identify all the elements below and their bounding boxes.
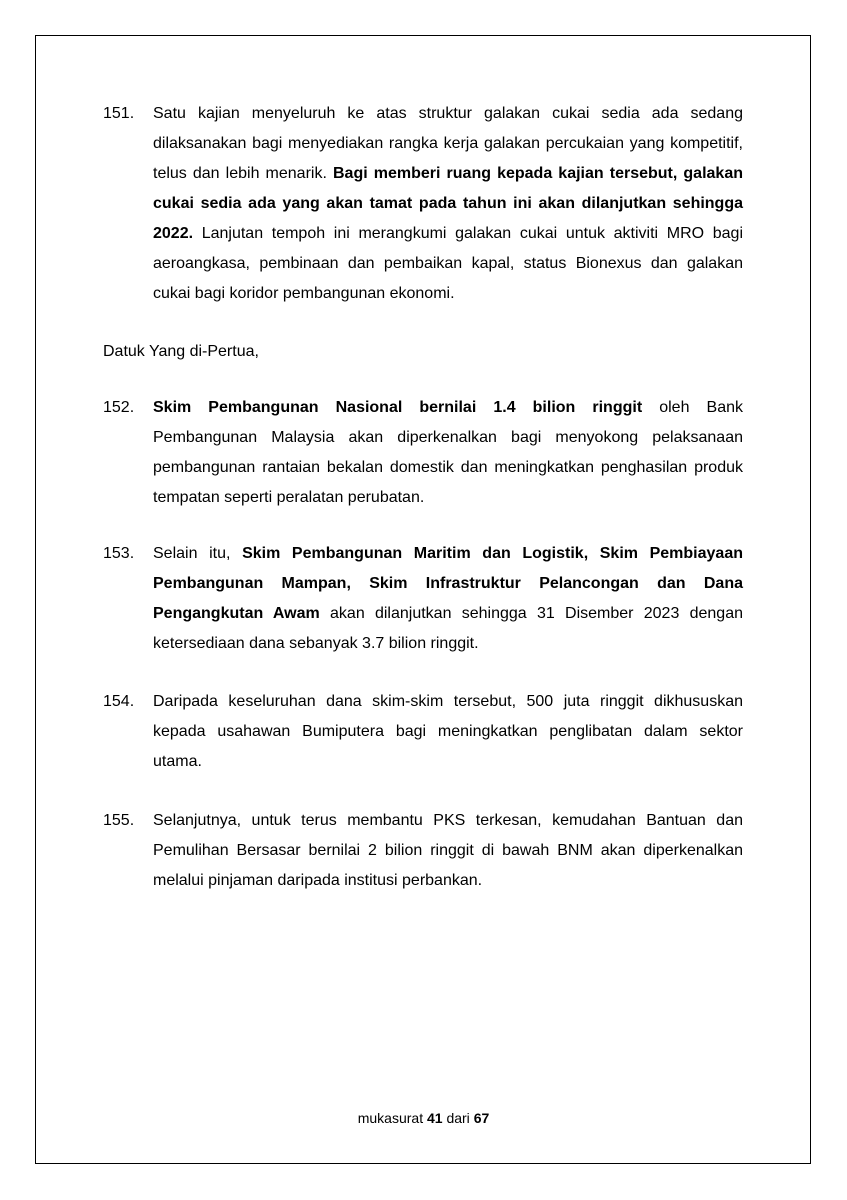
bold-text-segment: Bagi memberi ruang kepada kajian tersebut, galakan cukai sedia ada yang akan tamat pada tahun ini akan dilanjutkan sehingga 2022. [153, 165, 743, 242]
text-segment: Satu kajian menyeluruh ke atas struktur galakan cukai sedia ada sedang dilaksanakan bagi menyediakan rangka kerja galakan percukaian yang kompetitif, telus dan lebih menarik. [153, 105, 743, 182]
current-page-number: 41 [426, 1110, 443, 1126]
paragraph-number: 151. [103, 105, 135, 122]
text-segment: Daripada keseluruhan dana skim-skim tersebut, 500 juta ringgit dikhususkan kepada usahawan Bumiputera bagi meningkatkan penglibatan dalam sektor utama. [153, 693, 743, 770]
paragraph-text [153, 806, 743, 896]
paragraph-155 [103, 806, 743, 896]
footer-prefix: mukasurat [357, 1110, 427, 1126]
paragraph-153 [103, 539, 743, 659]
salutation: Datuk Yang di-Pertua, [103, 343, 259, 360]
bold-text-segment: Skim Pembangunan Maritim dan Logistik, Skim Pembiayaan Pembangunan Mampan, Skim Infrastruktur Pelancongan dan Dana Pengangkutan Awam [153, 545, 743, 622]
paragraph-151 [103, 99, 743, 309]
page-footer [0, 1108, 847, 1128]
paragraph-text [153, 99, 743, 309]
text-segment: Selanjutnya, untuk terus membantu PKS terkesan, kemudahan Bantuan dan Pemulihan Bersasar bernilai 2 bilion ringgit di bawah BNM akan diperkenalkan melalui pinjaman daripada institusi perbankan. [153, 812, 743, 889]
paragraph-text [153, 539, 743, 659]
paragraph-text [153, 687, 743, 777]
paragraph-number: 153. [103, 545, 135, 562]
text-segment: oleh Bank Pembangunan Malaysia akan diperkenalkan bagi menyokong pelaksanaan pembangunan rantaian bekalan domestik dan meningkatkan penghasilan produk tempatan seperti peralatan perubatan. [153, 399, 744, 506]
paragraph-154 [103, 687, 743, 777]
bold-text-segment: Skim Pembangunan Nasional bernilai 1.4 bilion ringgit [153, 399, 643, 416]
paragraph-152 [103, 393, 743, 513]
footer-middle: dari [442, 1110, 474, 1126]
paragraph-text [153, 393, 743, 513]
paragraph-number: 155. [103, 812, 135, 829]
total-page-count: 67 [473, 1110, 490, 1126]
text-segment: Selain itu, [153, 545, 243, 562]
paragraph-number: 154. [103, 693, 135, 710]
text-segment: Lanjutan tempoh ini merangkumi galakan cukai untuk aktiviti MRO bagi aeroangkasa, pembinaan dan pembaikan kapal, status Bionexus dan galakan cukai bagi koridor pembangunan ekonomi. [153, 225, 743, 302]
paragraph-number: 152. [103, 399, 135, 416]
text-segment: akan dilanjutkan sehingga 31 Disember 2023 dengan ketersediaan dana sebanyak 3.7 bilion ringgit. [153, 605, 744, 652]
